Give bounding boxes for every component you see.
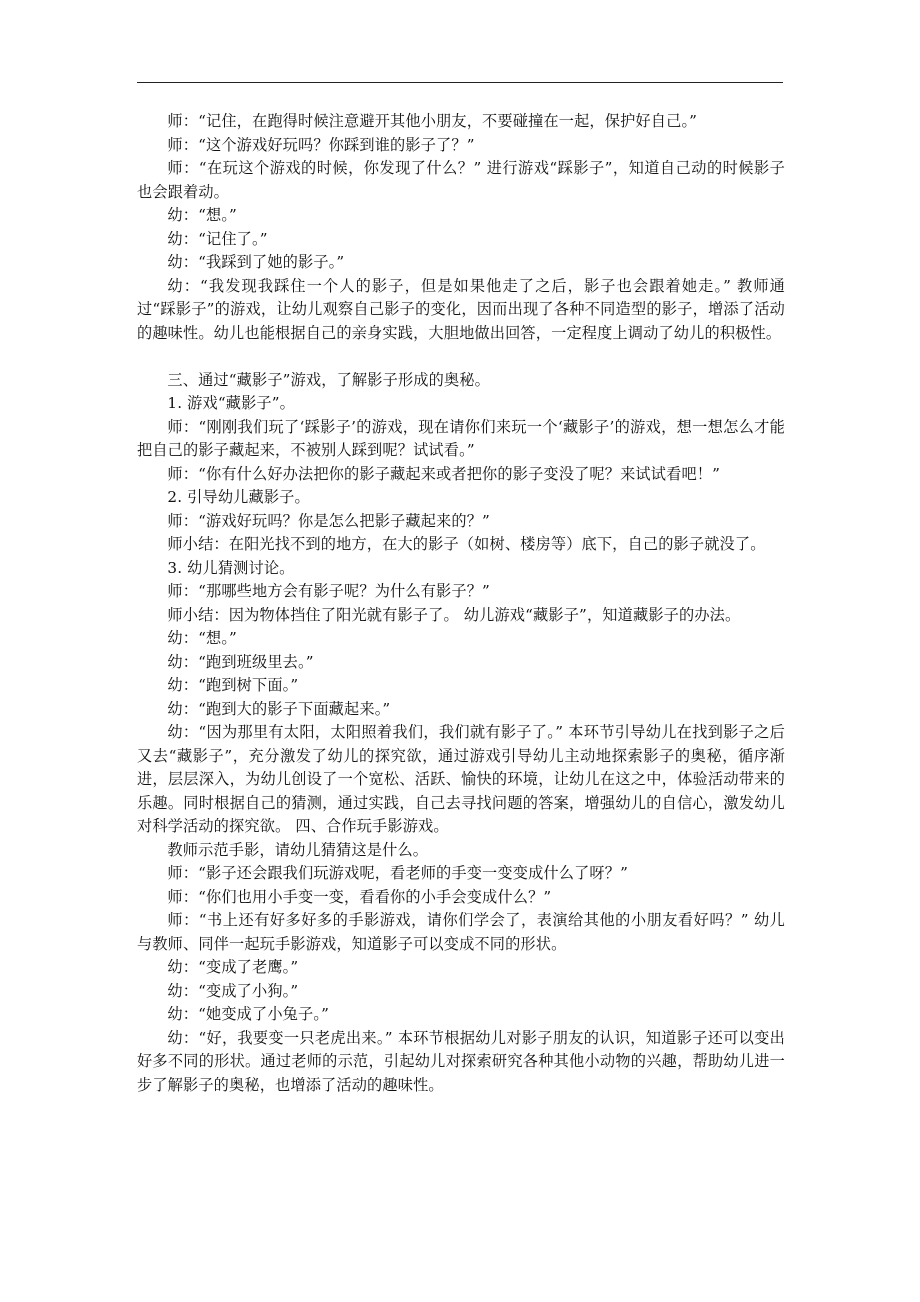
paragraph: 幼：“跑到树下面。”	[167, 676, 299, 694]
paragraph: 师小结：在阳光找不到的地方，在大的影子（如树、楼房等）底下，自己的影子就没了。	[167, 535, 766, 553]
paragraph: 师：“你有什么好办法把你的影子藏起来或者把你的影子变没了呢？来试试看吧！”	[167, 464, 721, 483]
blank-line	[137, 345, 785, 369]
paragraph: 幼：“我踩到了她的影子。”	[167, 253, 345, 271]
paragraph: 2. 引导幼儿藏影子。	[167, 488, 310, 506]
paragraph: 师：“影子还会跟我们玩游戏呢，看老师的手变一变变成什么了呀？”	[167, 864, 629, 882]
header-rule	[137, 82, 783, 83]
paragraph: 幼：“因为那里有太阳，太阳照着我们，我们就有影子了。” 本环节引导幼儿在找到影子之后又去“藏影子”，充分激发了幼儿的探究欲，通过游戏引导幼儿主动地探索影子的奥秘，循序渐进，层层深入，为幼儿创设了一个宽松、活跃、愉快的环境，让幼儿在这之中，体验活动带来的乐趣。同时根据自己的猜测，通过实践，自己去寻找问题的答案，增强幼儿的自信心，激发幼儿对科学活动的探究欲。 四、合作玩手影游戏。	[137, 723, 785, 835]
paragraph: 幼：“想。”	[167, 629, 237, 647]
paragraph: 师：“书上还有好多好多的手影游戏，请你们学会了，表演给其他的小朋友看好吗？” 幼儿与教师、同伴一起玩手影游戏，知道影子可以变成不同的形状。	[137, 911, 785, 953]
document-body	[137, 110, 785, 1097]
paragraph: 师：“这个游戏好玩吗？你踩到谁的影子了？”	[167, 135, 475, 154]
paragraph: 师：“记住，在跑得时候注意避开其他小朋友，不要碰撞在一起，保护好自己。”	[167, 112, 698, 130]
paragraph: 幼：“想。”	[167, 206, 237, 224]
paragraph: 幼：“她变成了小兔子。”	[167, 1005, 329, 1023]
paragraph: 幼：“跑到班级里去。”	[167, 652, 314, 671]
paragraph: 师小结：因为物体挡住了阳光就有影子了。 幼儿游戏“藏影子”，知道藏影子的办法。	[167, 605, 741, 624]
paragraph: 幼：“变成了小狗。”	[167, 981, 299, 1000]
paragraph: 幼：“记住了。”	[167, 229, 268, 248]
paragraph: 1. 游戏“藏影子”。	[167, 394, 296, 412]
paragraph: 幼：“我发现我踩住一个人的影子，但是如果他走了之后，影子也会跟着她走。” 教师通过“踩影子”的游戏，让幼儿观察自己影子的变化，因而出现了各种不同造型的影子，增添了活动的趣味性。幼儿也能根据自己的亲身实践，大胆地做出回答，一定程度上调动了幼儿的积极性。	[137, 276, 785, 342]
paragraph: 3. 幼儿猜测讨论。	[167, 558, 295, 577]
paragraph: 教师示范手影，请幼儿猜猜这是什么。	[167, 840, 429, 859]
paragraph: 师：“在玩这个游戏的时候，你发现了什么？” 进行游戏“踩影子”，知道自己动的时候影子也会跟着动。	[137, 159, 785, 201]
paragraph: 师：“你们也用小手变一变，看看你的小手会变成什么？”	[167, 887, 552, 906]
paragraph: 师：“那哪些地方会有影子呢？为什么有影子？”	[167, 582, 490, 600]
paragraph: 师：“游戏好玩吗？你是怎么把影子藏起来的？”	[167, 511, 490, 530]
paragraph: 师：“刚刚我们玩了‘踩影子’的游戏，现在请你们来玩一个‘藏影子’的游戏，想一想怎么才能把自己的影子藏起来，不被别人踩到呢？试试看。”	[137, 417, 785, 459]
section-heading: 三、通过“藏影子”游戏，了解影子形成的奥秘。	[167, 370, 490, 389]
paragraph: 幼：“好，我要变一只老虎出来。” 本环节根据幼儿对影子朋友的认识，知道影子还可以变出好多不同的形状。通过老师的示范，引起幼儿对探索研究各种其他小动物的兴趣，帮助幼儿进一步了解影子的奥秘，也增添了活动的趣味性。	[137, 1028, 785, 1094]
paragraph: 幼：“变成了老鹰。”	[167, 958, 299, 976]
paragraph: 幼：“跑到大的影子下面藏起来。”	[167, 699, 391, 718]
